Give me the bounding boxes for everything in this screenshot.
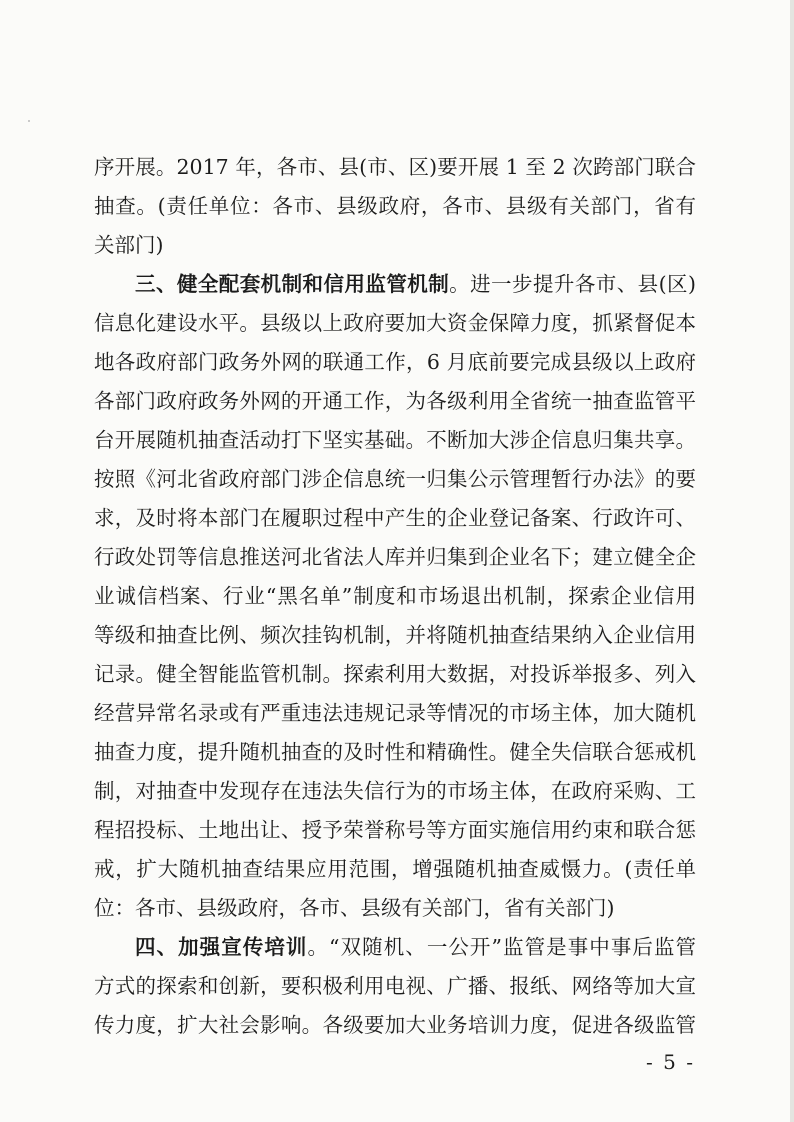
paragraph-line <box>94 226 696 265</box>
paragraph-line <box>94 889 696 928</box>
line-text: 经营异常名录或有严重违法违规记录等情况的市场主体，加大随机 <box>94 701 696 725</box>
line-text: 记录。健全智能监管机制。探索利用大数据，对投诉举报多、列入 <box>94 662 696 686</box>
line-text: 行政处罚等信息推送河北省法人库并归集到企业名下；建立健全企 <box>94 545 696 569</box>
line-text: 程招投标、土地出让、授予荣誉称号等方面实施信用约束和联合惩 <box>94 818 696 842</box>
paragraph-line <box>94 382 696 421</box>
paragraph-line <box>94 304 696 343</box>
line-text: 传力度，扩大社会影响。各级要加大业务培训力度，促进各级监管 <box>94 1013 696 1037</box>
paragraph-line <box>94 148 696 187</box>
paragraph-line <box>94 460 696 499</box>
scan-speck <box>28 120 30 122</box>
line-text: 。“双随机、一公开”监管是事中事后监管 <box>307 935 697 959</box>
section-heading: 三、健全配套机制和信用监管机制 <box>135 272 450 296</box>
paragraph-line <box>94 577 696 616</box>
line-text: 各部门政府政务外网的开通工作，为各级利用全省统一抽查监管平 <box>94 389 696 413</box>
line-text: 戒，扩大随机抽查结果应用范围，增强随机抽查威慑力。(责任单 <box>94 857 696 881</box>
paragraph-line <box>94 343 696 382</box>
paragraph-line <box>94 1006 696 1045</box>
body-text <box>94 148 696 1045</box>
line-text: 位：各市、县级政府，各市、县级有关部门，省有关部门) <box>94 896 615 920</box>
line-text: 台开展随机抽查活动打下坚实基础。不断加大涉企信息归集共享。 <box>94 428 696 452</box>
paragraph-line <box>94 421 696 460</box>
paragraph-line <box>94 694 696 733</box>
paragraph-line <box>94 616 696 655</box>
line-text: 求，及时将本部门在履职过程中产生的企业登记备案、行政许可、 <box>94 506 696 530</box>
section-heading-line <box>94 265 696 304</box>
paragraph-line <box>94 733 696 772</box>
section-heading: 四、加强宣传培训 <box>135 935 308 959</box>
line-text: 序开展。2017 年，各市、县(市、区)要开展 1 至 2 次跨部门联合 <box>94 155 696 179</box>
paragraph-line <box>94 538 696 577</box>
line-text: 地各政府部门政务外网的联通工作，6 月底前要完成县级以上政府 <box>94 350 696 374</box>
paragraph-line <box>94 811 696 850</box>
line-text: 抽查力度，提升随机抽查的及时性和精确性。健全失信联合惩戒机 <box>94 740 696 764</box>
paragraph-line <box>94 850 696 889</box>
paragraph-line <box>94 499 696 538</box>
line-text: 业诚信档案、行业“黑名单”制度和市场退出机制，探索企业信用 <box>94 584 696 608</box>
line-text: 关部门) <box>94 233 164 257</box>
line-text: 方式的探索和创新，要积极利用电视、广播、报纸、网络等加大宣 <box>94 974 696 998</box>
page-edge-shadow <box>790 0 794 1122</box>
line-text: 按照《河北省政府部门涉企信息统一归集公示管理暂行办法》的要 <box>94 467 696 491</box>
paragraph-line <box>94 772 696 811</box>
paragraph-line <box>94 187 696 226</box>
line-text: 等级和抽查比例、频次挂钩机制，并将随机抽查结果纳入企业信用 <box>94 623 696 647</box>
section-heading-line <box>94 928 696 967</box>
line-text: 信息化建设水平。县级以上政府要加大资金保障力度，抓紧督促本 <box>94 311 696 335</box>
paragraph-line <box>94 655 696 694</box>
line-text: 抽查。(责任单位：各市、县级政府，各市、县级有关部门，省有 <box>94 194 696 218</box>
page-number: - 5 - <box>646 1050 695 1074</box>
line-text: 。进一步提升各市、县(区) <box>449 272 697 296</box>
line-text: 制，对抽查中发现存在违法失信行为的市场主体，在政府采购、工 <box>94 779 696 803</box>
paragraph-line <box>94 967 696 1006</box>
